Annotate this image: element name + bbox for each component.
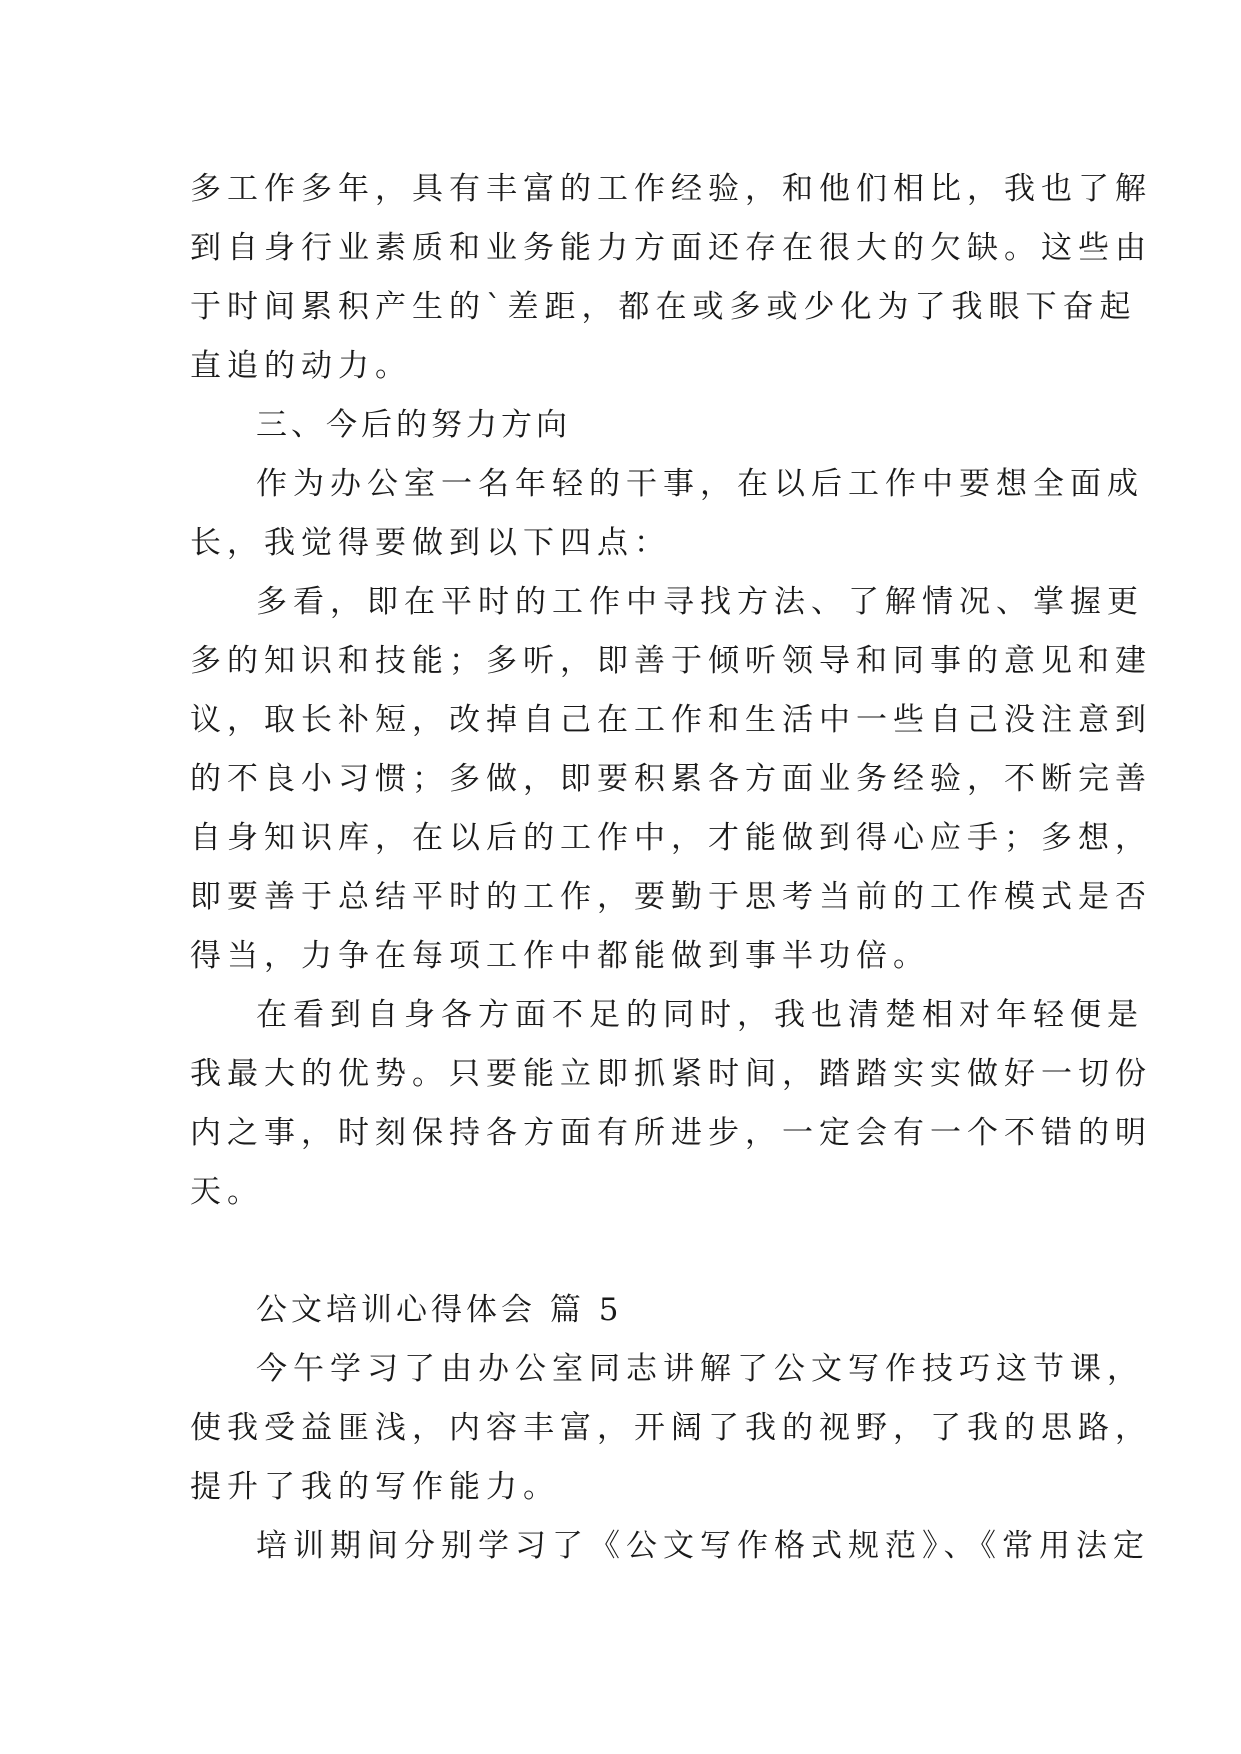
- article-title: 公文培训心得体会 篇 5: [256, 1292, 623, 1328]
- text-line: 内之事，时刻保持各方面有所进步，一定会有一个不错的明: [190, 1115, 1152, 1151]
- paragraph: [190, 573, 1152, 986]
- text-line: 天。: [190, 1174, 264, 1210]
- blank-line: [190, 1222, 1050, 1281]
- text-line: 提升了我的写作能力。: [190, 1469, 560, 1505]
- document-body: [190, 160, 1152, 1576]
- text-line: 我最大的优势。只要能立即抓紧时间，踏踏实实做好一切份: [190, 1056, 1152, 1092]
- text-line: 在看到自身各方面不足的同时，我也清楚相对年轻便是: [256, 997, 1144, 1033]
- text-line: 作为办公室一名年轻的干事，在以后工作中要想全面成: [256, 466, 1144, 502]
- text-line: 直追的动力。: [190, 348, 412, 384]
- text-line: 于时间累积产生的`差距，都在或多或少化为了我眼下奋起: [190, 289, 1137, 325]
- text-line: 到自身行业素质和业务能力方面还存在很大的欠缺。这些由: [190, 230, 1152, 266]
- text-line: 即要善于总结平时的工作，要勤于思考当前的工作模式是否: [190, 879, 1152, 915]
- paragraph: [190, 1517, 1150, 1576]
- text-line: 培训期间分别学习了《公文写作格式规范》、《常用法定: [256, 1528, 1150, 1564]
- text-line: 议，取长补短，改掉自己在工作和生活中一些自己没注意到: [190, 702, 1152, 738]
- text-line: 使我受益匪浅，内容丰富，开阔了我的视野，了我的思路，: [190, 1410, 1152, 1446]
- text-line: 自身知识库，在以后的工作中，才能做到得心应手；多想，: [190, 820, 1152, 856]
- text-line: 多的知识和技能；多听，即善于倾听领导和同事的意见和建: [190, 643, 1152, 679]
- text-line: 长，我觉得要做到以下四点：: [190, 525, 671, 561]
- text-line: 今午学习了由办公室同志讲解了公文写作技巧这节课，: [256, 1351, 1144, 1387]
- paragraph-continuation: [190, 160, 1152, 396]
- text-line: 的不良小习惯；多做，即要积累各方面业务经验，不断完善: [190, 761, 1152, 797]
- text-line: 得当，力争在每项工作中都能做到事半功倍。: [190, 938, 930, 974]
- text-line: 多工作多年，具有丰富的工作经验，和他们相比，我也了解: [190, 171, 1152, 207]
- paragraph: [190, 986, 1152, 1222]
- text-line: 多看，即在平时的工作中寻找方法、了解情况、掌握更: [256, 584, 1144, 620]
- paragraph: [190, 1340, 1152, 1517]
- section-heading: 三、今后的努力方向: [256, 407, 571, 443]
- paragraph: [190, 455, 1144, 573]
